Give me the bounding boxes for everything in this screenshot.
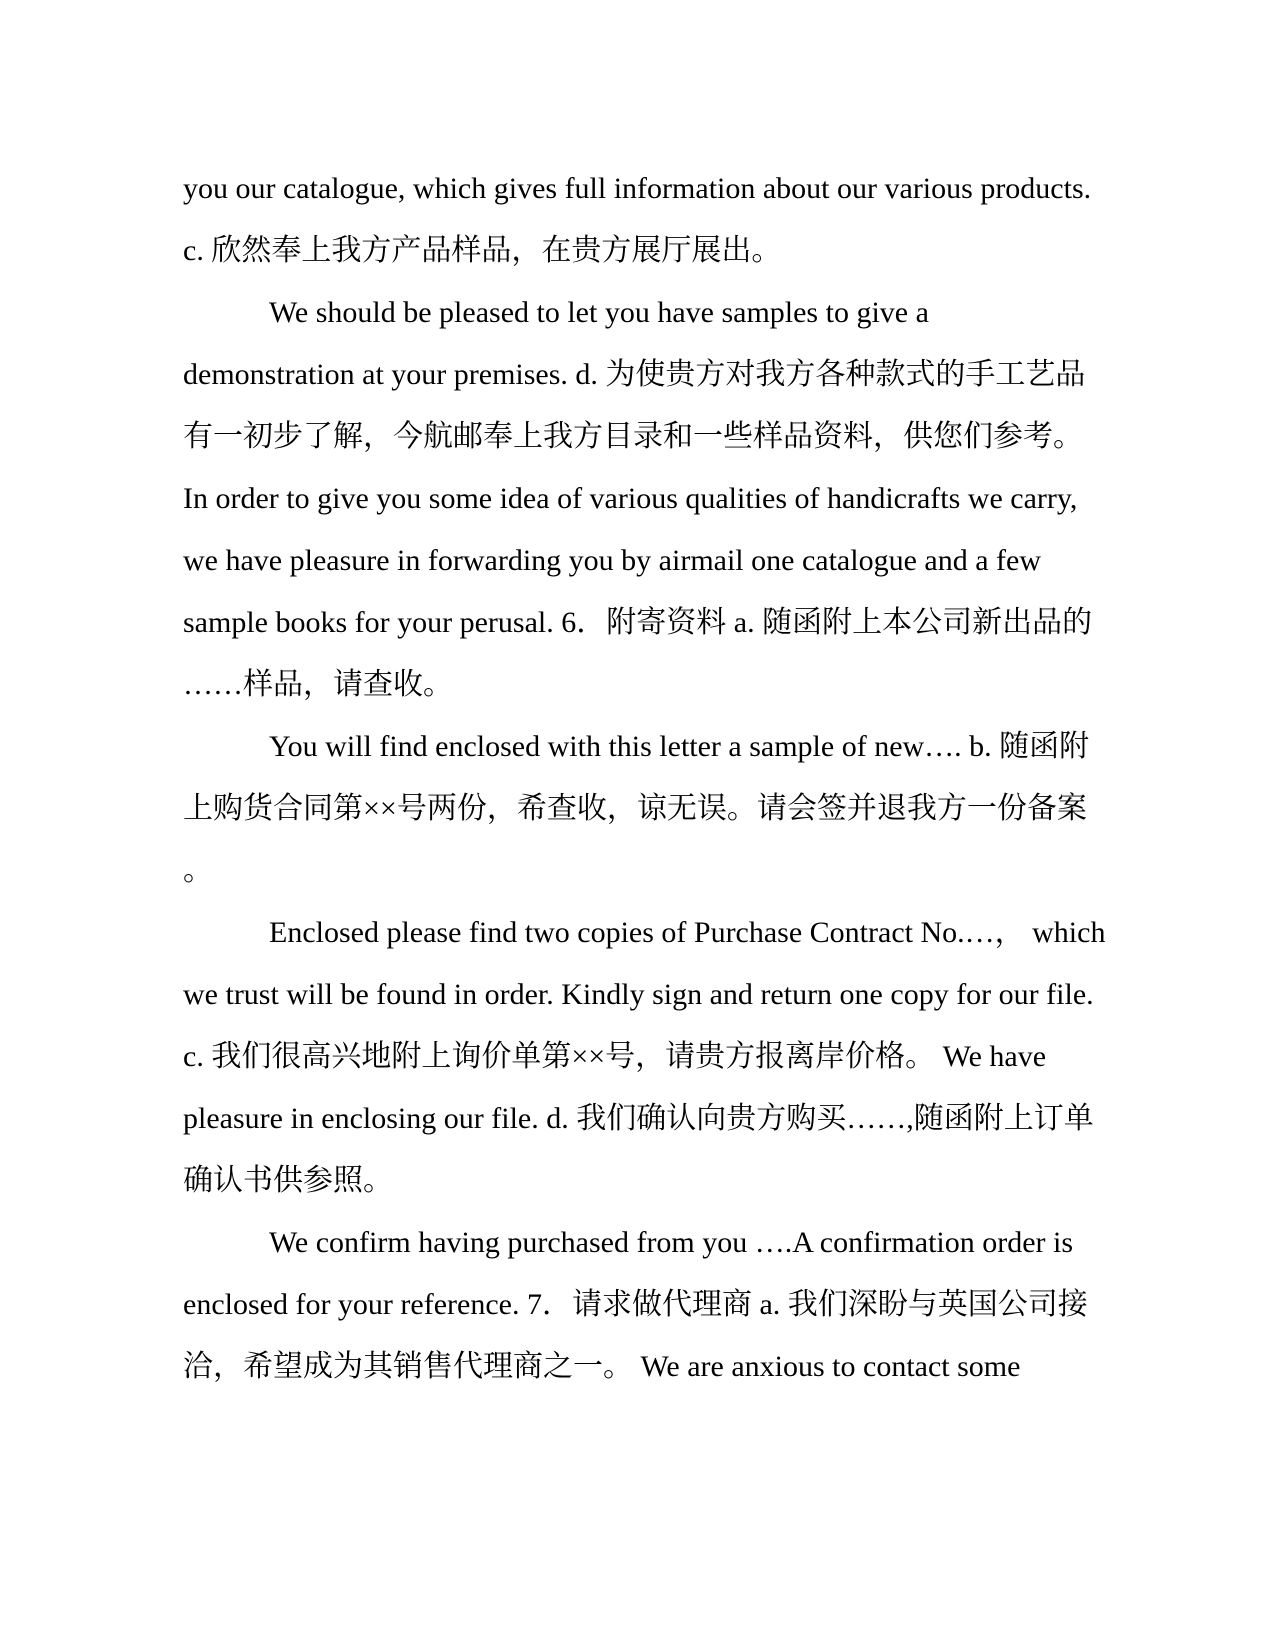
text-line: We confirm having purchased from you ….A confirmation order is	[269, 1226, 1074, 1259]
text-line: we have pleasure in forwarding you by airmail one catalogue and a few	[183, 544, 1041, 577]
text-line: demonstration at your premises. d. 为使贵方对我方各种款式的手工艺品	[183, 358, 1086, 391]
text-line: You will find enclosed with this letter a sample of new…. b. 随函附	[269, 730, 1090, 763]
text-line: 上购货合同第××号两份，希查收，谅无误。请会签并退我方一份备案	[183, 792, 1087, 825]
text-line: In order to give you some idea of various qualities of handicrafts we carry,	[183, 482, 1078, 515]
text-line: ……样品，请查收。	[183, 668, 453, 701]
text-line: we trust will be found in order. Kindly sign and return one copy for our file.	[183, 978, 1094, 1011]
text-line: sample books for your perusal. 6．附寄资料 a. 随函附上本公司新出品的	[183, 606, 1093, 639]
text-line: c. 欣然奉上我方产品样品，在贵方展厅展出。	[183, 234, 782, 267]
text-line: 洽，希望成为其销售代理商之一。 We are anxious to contact some	[183, 1350, 1021, 1383]
text-line: 有一初步了解，今航邮奉上我方目录和一些样品资料，供您们参考。	[183, 420, 1083, 453]
text-line: enclosed for your reference. 7．请求做代理商 a. 我们深盼与英国公司接	[183, 1288, 1088, 1321]
text-line: 。	[183, 854, 213, 887]
text-line: Enclosed please find two copies of Purchase Contract No.…， which	[269, 916, 1106, 949]
text-line: pleasure in enclosing our file. d. 我们确认向贵方购买……,随函附上订单	[183, 1102, 1094, 1135]
document-body	[183, 158, 1106, 1398]
text-line: We should be pleased to let you have samples to give a	[269, 296, 929, 329]
text-line: c. 我们很高兴地附上询价单第××号，请贵方报离岸价格。 We have	[183, 1040, 1047, 1073]
text-line: 确认书供参照。	[183, 1164, 393, 1197]
text-line: you our catalogue, which gives full information about our various products.	[183, 172, 1092, 205]
